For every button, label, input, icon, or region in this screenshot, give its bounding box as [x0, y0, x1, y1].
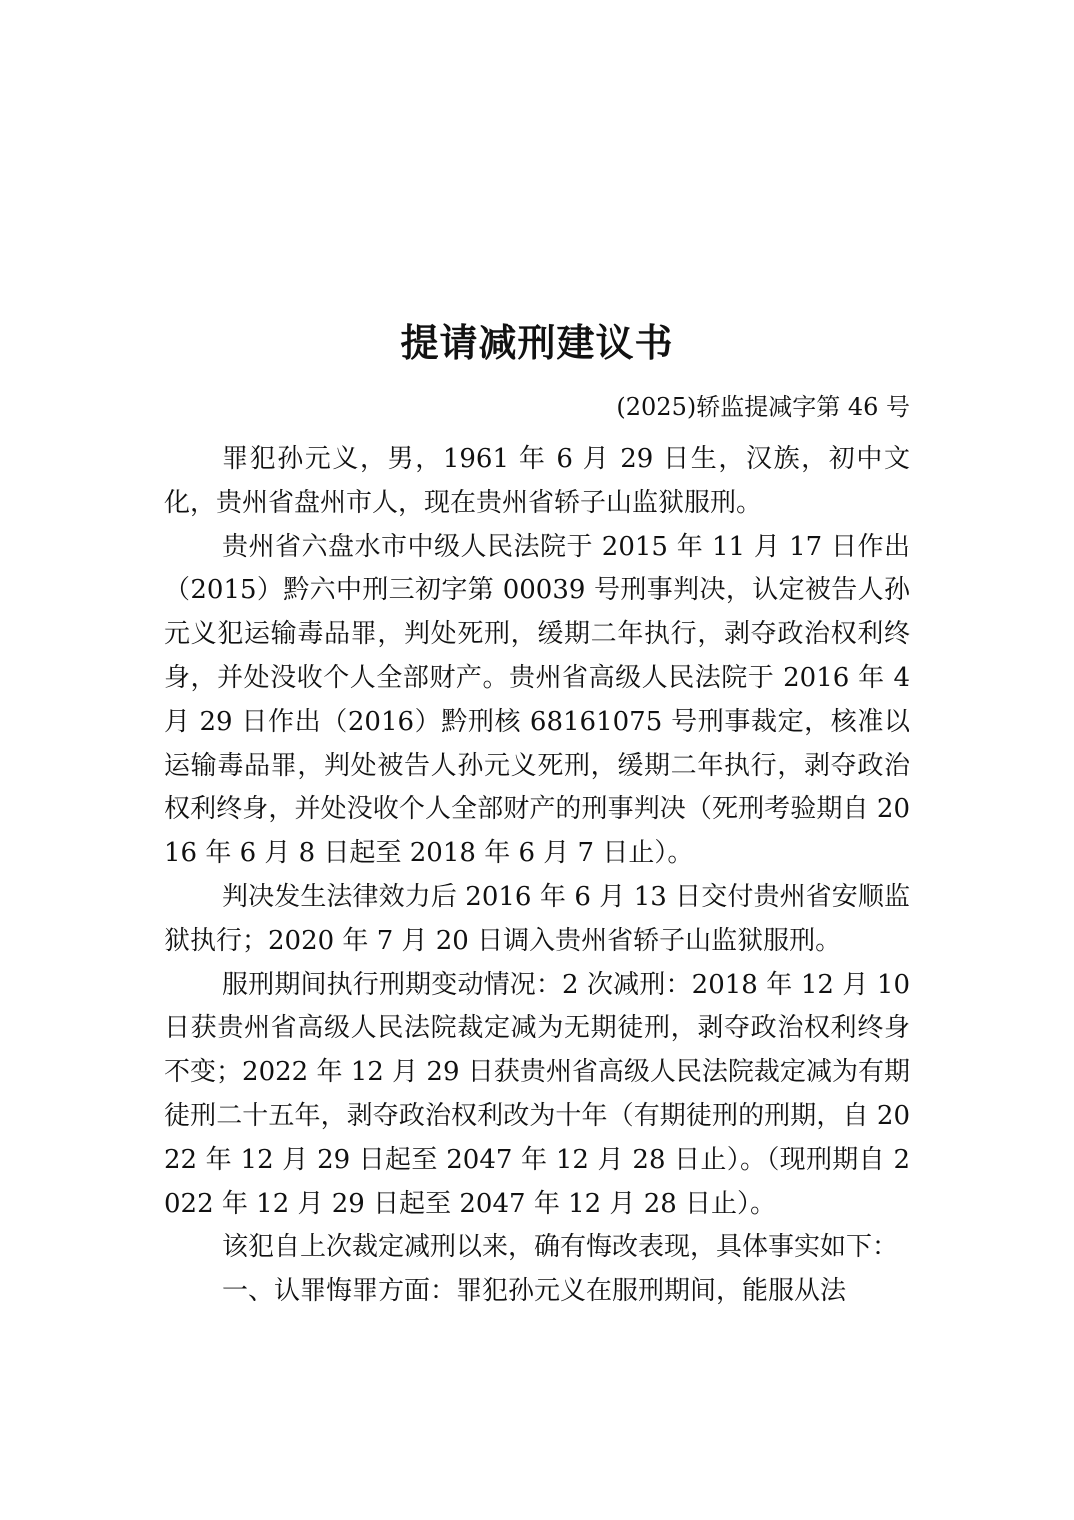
paragraph-judgment: 贵州省六盘水市中级人民法院于 2015 年 11 月 17 日作出（2015）黔六中刑三初字第 00039 号刑事判决，认定被告人孙元义犯运输毒品罪，判处死刑，缓期二年执行，剥夺政治权利终身，并处没收个人全部财产。贵州省高级人民法院于 2016 年 4 月 29 日作出（2016）黔刑核 68161075 号刑事裁定，核准以运输毒品罪，判处被告人孙元义死刑，缓期二年执行，剥夺政治权利终身，并处没收个人全部财产的刑事判决（死刑考验期自 2016 年 6 月 8 日起至 2018 年 6 月 7 日止）。 [164, 531, 910, 869]
document-body [164, 438, 910, 1314]
document-title: 提请减刑建议书 [400, 320, 674, 365]
paragraph-criminal-info: 罪犯孙元义，男，1961 年 6 月 29 日生，汉族，初中文化，贵州省盘州市人，现在贵州省轿子山监狱服刑。 [164, 444, 910, 518]
paragraph-sentence-changes: 服刑期间执行刑期变动情况：2 次减刑：2018 年 12 月 10 日获贵州省高级人民法院裁定减为无期徒刑，剥夺政治权利终身不变；2022 年 12 月 29 日获贵州省高级人民法院裁定减为有期徒刑二十五年，剥夺政治权利改为十年（有期徒刑的刑期，自 2022 年 12 月 29 日起至 2047 年 12 月 28 日止）。（现刑期自 2022 年 12 月 29 日起至 2047 年 12 月 28 日止）。 [164, 969, 910, 1219]
paragraph-execution: 判决发生法律效力后 2016 年 6 月 13 日交付贵州省安顺监狱执行；2020 年 7 月 20 日调入贵州省轿子山监狱服刑。 [164, 881, 910, 956]
document-number: (2025)轿监提减字第 46 号 [616, 393, 910, 421]
paragraph-section-one: 一、认罪悔罪方面：罪犯孙元义在服刑期间，能服从法 [222, 1276, 847, 1307]
paragraph-repentance-intro: 该犯自上次裁定减刑以来，确有悔改表现，具体事实如下： [222, 1232, 899, 1263]
